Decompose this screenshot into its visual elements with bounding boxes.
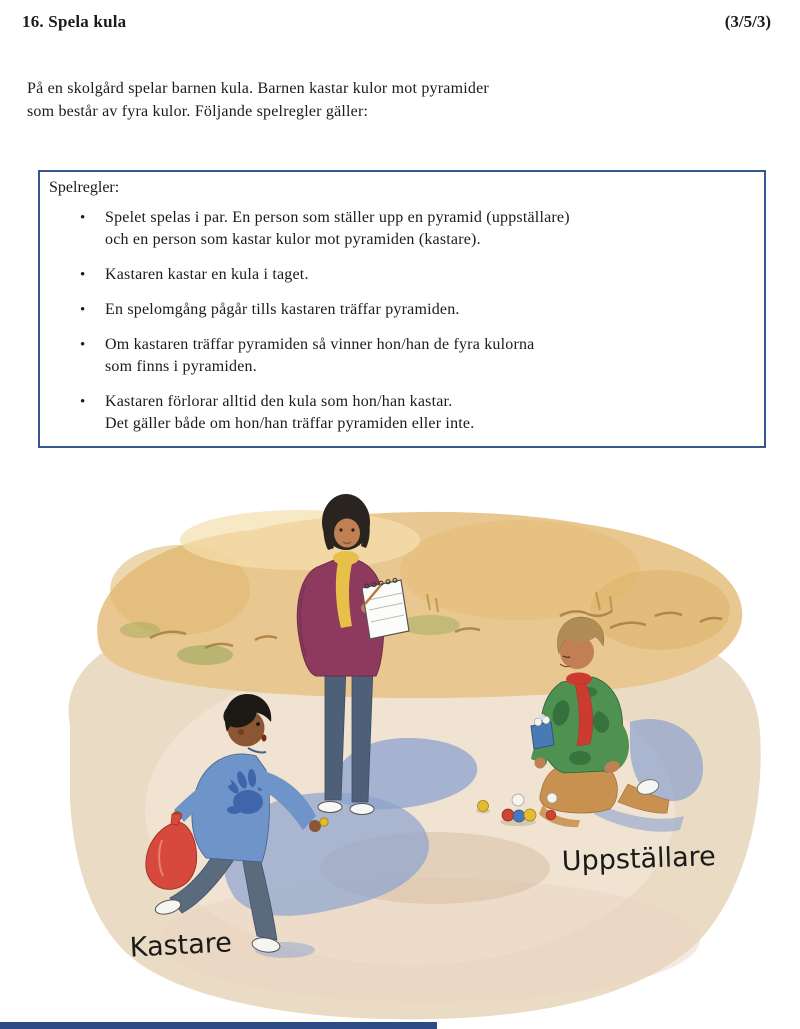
score-label: (3/5/3) (724, 12, 771, 31)
rules-box (38, 170, 766, 448)
illustration (0, 470, 800, 1020)
page-title: 16. Spela kula (22, 12, 127, 31)
rules-heading: Spelregler: (49, 179, 120, 196)
marble (547, 793, 557, 803)
rule-item (80, 391, 754, 435)
marble (524, 809, 536, 821)
bullet-icon: • (80, 267, 86, 283)
grass (97, 510, 742, 698)
rule-item (80, 264, 754, 286)
bullet-icon: • (80, 210, 86, 226)
setter-label: Uppställare (561, 841, 717, 878)
intro-line-1: På en skolgård spelar barnen kula. Barnen kastar kulor mot pyramider (27, 80, 489, 97)
rule-text: En spelomgång pågår tills kastaren träffar pyramiden. (105, 301, 460, 318)
intro-paragraph (27, 77, 489, 123)
marble (546, 810, 556, 820)
bullet-icon: • (80, 394, 86, 410)
next-page-box-edge (0, 1022, 437, 1029)
rule-text: Spelet spelas i par. En person som ställer upp en pyramid (uppställare) och en person som kastar kulor mot pyramiden (kastare). (105, 209, 570, 248)
marble (478, 801, 489, 812)
rule-item (80, 334, 754, 378)
notepad-icon (362, 578, 409, 639)
marble (502, 809, 514, 821)
rule-item (80, 299, 754, 321)
marble (513, 810, 525, 822)
rule-item (80, 207, 754, 251)
thrown-marble (320, 818, 328, 826)
intro-line-2: som består av fyra kulor. Följande spelregler gäller: (27, 103, 369, 120)
rule-text: Om kastaren träffar pyramiden så vinner hon/han de fyra kulorna som finns i pyramiden. (105, 336, 535, 375)
bullet-icon: • (80, 337, 86, 353)
bullet-icon: • (80, 302, 86, 318)
rule-text: Kastaren kastar en kula i taget. (105, 266, 309, 283)
thrower-label: Kastare (129, 927, 233, 964)
rule-text: Kastaren förlorar alltid den kula som hon/han kastar. Det gäller både om hon/han träffar pyramiden eller inte. (105, 393, 475, 432)
marble (512, 794, 524, 806)
